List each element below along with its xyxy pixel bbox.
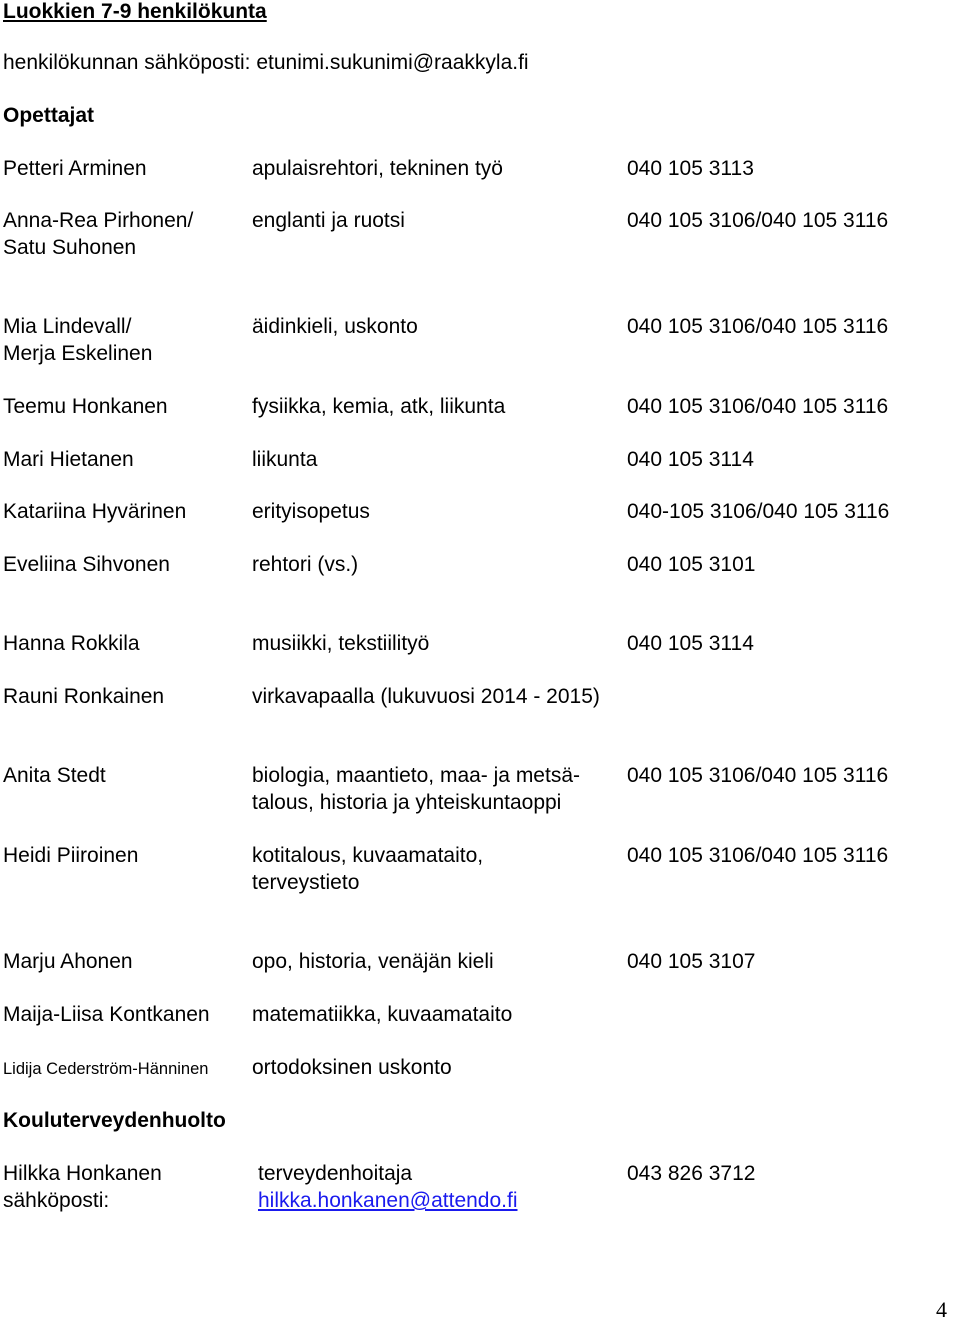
- staff-name: Marju Ahonen: [3, 950, 133, 973]
- staff-phone: 040 105 3106/040 105 3116: [627, 395, 889, 418]
- staff-role: musiikki, tekstiilityö: [252, 632, 430, 655]
- staff-phone: 040 105 3113: [627, 157, 754, 180]
- staff-role: erityisopetus: [252, 500, 370, 523]
- section-heading-teachers: Opettajat: [3, 104, 95, 127]
- staff-name: Heidi Piiroinen: [3, 844, 139, 867]
- staff-name: Maija-Liisa Kontkanen: [3, 1003, 210, 1026]
- staff-role-continued: terveystieto: [252, 871, 360, 894]
- staff-role-continued: talous, historia ja yhteiskuntaoppi: [252, 791, 562, 814]
- staff-role: matematiikka, kuvaamataito: [252, 1003, 513, 1026]
- staff-phone: 040 105 3106/040 105 3116: [627, 764, 889, 787]
- staff-phone: 040 105 3106/040 105 3116: [627, 209, 889, 232]
- staff-name: Teemu Honkanen: [3, 395, 168, 418]
- page-title: Luokkien 7-9 henkilökunta: [3, 0, 267, 23]
- staff-name-second: Merja Eskelinen: [3, 342, 153, 365]
- staff-name: Hanna Rokkila: [3, 632, 140, 655]
- staff-name-second: Satu Suhonen: [3, 236, 137, 259]
- page-number: 4: [936, 1297, 947, 1322]
- staff-name: Katariina Hyvärinen: [3, 500, 187, 523]
- nurse-name: Hilkka Honkanen: [3, 1162, 162, 1185]
- staff-name: Petteri Arminen: [3, 157, 147, 180]
- staff-phone: 040 105 3107: [627, 950, 756, 973]
- staff-role: äidinkieli, uskonto: [252, 315, 418, 338]
- section-heading-health: Kouluterveydenhuolto: [3, 1109, 226, 1132]
- staff-role: englanti ja ruotsi: [252, 209, 405, 232]
- staff-role: kotitalous, kuvaamataito,: [252, 844, 484, 867]
- staff-role: biologia, maantieto, maa- ja metsä-: [252, 764, 580, 787]
- staff-phone: 040 105 3114: [627, 448, 754, 471]
- staff-role: liikunta: [252, 448, 318, 471]
- nurse-phone: 043 826 3712: [627, 1162, 756, 1185]
- staff-name: Eveliina Sihvonen: [3, 553, 170, 576]
- staff-role: fysiikka, kemia, atk, liikunta: [252, 395, 506, 418]
- staff-name: Mia Lindevall/: [3, 315, 132, 338]
- staff-email-info: henkilökunnan sähköposti: etunimi.sukunimi@raakkyla.fi: [3, 51, 529, 74]
- nurse-role: terveydenhoitaja: [258, 1162, 413, 1185]
- staff-phone: 040-105 3106/040 105 3116: [627, 500, 890, 523]
- staff-role: virkavapaalla (lukuvuosi 2014 - 2015): [252, 685, 600, 708]
- staff-phone: 040 105 3106/040 105 3116: [627, 315, 889, 338]
- staff-name: Mari Hietanen: [3, 448, 134, 471]
- staff-name: Anna-Rea Pirhonen/: [3, 209, 194, 232]
- staff-name: Anita Stedt: [3, 764, 106, 787]
- staff-role: rehtori (vs.): [252, 553, 359, 576]
- staff-name: Lidija Cederström-Hänninen: [3, 1060, 209, 1078]
- staff-role: opo, historia, venäjän kieli: [252, 950, 494, 973]
- staff-name: Rauni Ronkainen: [3, 685, 165, 708]
- staff-role: ortodoksinen uskonto: [252, 1056, 452, 1079]
- nurse-email-link[interactable]: hilkka.honkanen@attendo.fi: [258, 1189, 518, 1212]
- nurse-email-label: sähköposti:: [3, 1189, 110, 1212]
- staff-phone: 040 105 3114: [627, 632, 754, 655]
- staff-phone: 040 105 3101: [627, 553, 756, 576]
- staff-phone: 040 105 3106/040 105 3116: [627, 844, 889, 867]
- staff-role: apulaisrehtori, tekninen työ: [252, 157, 503, 180]
